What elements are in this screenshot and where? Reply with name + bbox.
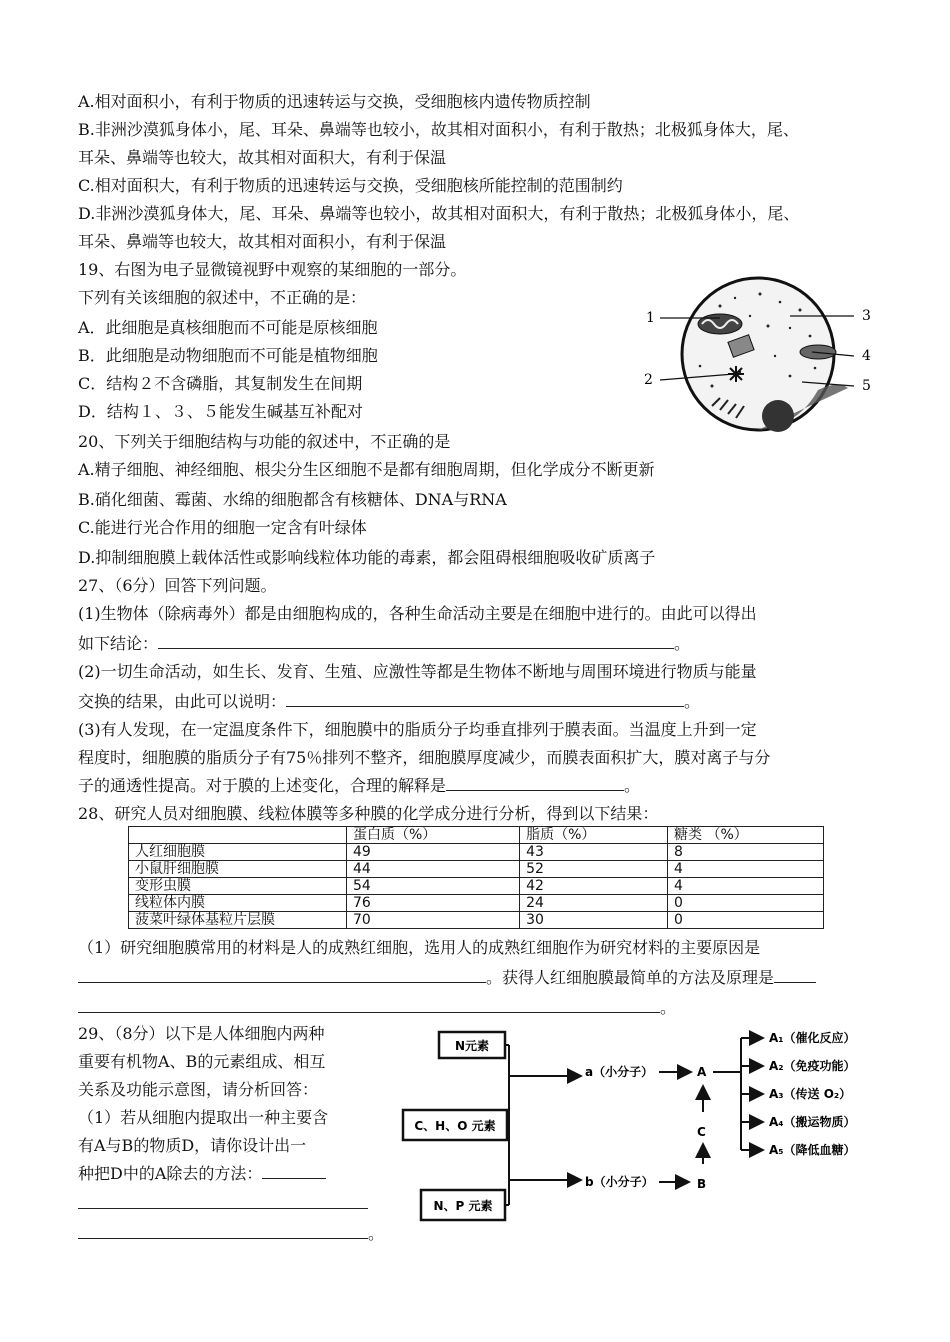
membrane-composition-table: [128, 826, 824, 929]
q27-period-1: 。: [674, 634, 691, 653]
q20-option-d: D.抑制细胞膜上载体活性或影响线粒体功能的毒素，都会阻碍根细胞吸收矿质离子: [78, 548, 656, 567]
q18-option-a: A.相对面积小，有利于物质的迅速转运与交换，受细胞核内遗传物质控制: [78, 92, 591, 111]
figure-label-3: 3: [862, 308, 871, 324]
n-element-label: N元素: [454, 1039, 490, 1053]
figure-label-2: 2: [644, 372, 653, 388]
organic-molecules-diagram: [395, 1024, 895, 1234]
table-cell: 30: [520, 912, 668, 929]
a-small-molecule-label: a（小分子）: [585, 1065, 654, 1079]
q20-stem: 20、下列关于细胞结构与功能的叙述中，不正确的是: [78, 432, 451, 451]
q28-part1-cont-2: [78, 994, 676, 1022]
table-row: [129, 878, 824, 895]
cho-element-label: C、H、O 元素: [414, 1119, 496, 1133]
table-cell: 43: [520, 844, 668, 861]
q28-part1-mid: 。获得人红细胞膜最简单的方法及原理是: [486, 968, 775, 987]
q27-part3-cont-2: [78, 772, 640, 800]
q18-option-b: B.非洲沙漠狐身体小，尾、耳朵、鼻端等也较小，故其相对面积小，有利于散热；北极狐身体大，尾、: [78, 120, 799, 139]
q19-option-a: A．此细胞是真核细胞而不可能是原核细胞: [78, 318, 378, 337]
q19-option-b: B．此细胞是动物细胞而不可能是植物细胞: [78, 346, 378, 365]
q28-answer-2[interactable]: [774, 964, 816, 983]
q29-period: 。: [368, 1224, 385, 1243]
q20-option-b: B.硝化细菌、霉菌、水绵的细胞都含有核糖体、DNA与RNA: [78, 490, 507, 509]
q29-part1-line-1: （1）若从细胞内提取出一种主要含: [78, 1108, 329, 1127]
table-cell: 4: [668, 878, 824, 895]
b-small-molecule-label: b（小分子）: [585, 1175, 654, 1189]
q28-period: 。: [660, 998, 677, 1017]
q19-stem: 19、右图为电子显微镜视野中观察的某细胞的一部分。: [78, 260, 467, 279]
q27-part1-cont: [78, 630, 690, 658]
q27-part3: (3)有人发现，在一定温度条件下，细胞膜中的脂质分子均垂直排列于膜表面。当温度上升到一定: [78, 720, 757, 739]
q18-option-b-cont: 耳朵、鼻端等也较大，故其相对面积大，有利于保温: [78, 148, 447, 167]
q28-part1: （1）研究细胞膜常用的材料是人的成熟红细胞，选用人的成熟红细胞作为研究材料的主要原因是: [78, 938, 761, 957]
q29-answer-1[interactable]: [262, 1160, 326, 1179]
node-a: A: [697, 1065, 707, 1079]
q27-period-2: 。: [684, 692, 701, 711]
figure-label-4: 4: [862, 348, 871, 364]
q19-option-d: D．结构１、３、５能发生碱基互补配对: [78, 402, 363, 421]
q27-answer-2[interactable]: [286, 688, 684, 707]
function-a2: A₂（免疫功能）: [769, 1059, 856, 1073]
q27-period-3: 。: [624, 776, 641, 795]
q29-stem-line-1: 29、（8分）以下是人体细胞内两种: [78, 1024, 325, 1043]
figure-label-5: 5: [862, 378, 871, 394]
q29-part1-line-3: [78, 1160, 326, 1188]
q19-option-c: C．结构２不含磷脂，其复制发生在间期: [78, 374, 363, 393]
table-cell: 54: [347, 878, 520, 895]
table-cell: 8: [668, 844, 824, 861]
q20-option-a: A.精子细胞、神经细胞、根尖分生区细胞不是都有细胞周期，但化学成分不断更新: [78, 460, 655, 479]
function-a1: A₁（催化反应）: [769, 1031, 856, 1045]
table-header-cell: 蛋白质（%）: [347, 827, 520, 844]
table-cell: 0: [668, 912, 824, 929]
q29-answer-line-3: [78, 1220, 384, 1248]
q27-answer-1[interactable]: [158, 630, 674, 649]
table-cell: 菠菜叶绿体基粒片层膜: [129, 912, 347, 929]
table-cell: 4: [668, 861, 824, 878]
q29-answer-line-2: [78, 1190, 368, 1218]
table-row: [129, 844, 824, 861]
q20-option-c: C.能进行光合作用的细胞一定含有叶绿体: [78, 518, 367, 537]
q27-answer-3[interactable]: [446, 772, 624, 791]
table-cell: 人红细胞膜: [129, 844, 347, 861]
table-header-cell: [129, 827, 347, 844]
table-row: [129, 912, 824, 929]
q19-stem-2: 下列有关该细胞的叙述中，不正确的是：: [78, 288, 367, 307]
q28-answer-2-cont[interactable]: [78, 994, 660, 1013]
q29-part1-line-2: 有A与B的物质D，请你设计出一: [78, 1136, 307, 1155]
q28-answer-1[interactable]: [78, 964, 486, 983]
q29-answer-1-cont-2[interactable]: [78, 1220, 368, 1239]
node-b: B: [697, 1177, 707, 1191]
table-cell: 70: [347, 912, 520, 929]
table-row: [129, 861, 824, 878]
q28-stem: 28、研究人员对细胞膜、线粒体膜等多种膜的化学成分进行分析，得到以下结果：: [78, 804, 659, 823]
q27-part2-cont: [78, 688, 700, 716]
table-cell: 线粒体内膜: [129, 895, 347, 912]
q27-part2-prefix: 交换的结果，由此可以说明：: [78, 692, 287, 711]
q29-stem-line-2: 重要有机物A、B的元素组成、相互: [78, 1052, 326, 1071]
table-row: [129, 895, 824, 912]
cell-micrograph-figure: [640, 276, 880, 436]
table-cell: 44: [347, 861, 520, 878]
q29-stem-line-3: 关系及功能示意图，请分析回答：: [78, 1080, 319, 1099]
q27-stem: 27、（6分）回答下列问题。: [78, 576, 277, 595]
node-c: C: [697, 1125, 706, 1139]
table-header-cell: 糖类 （%）: [668, 827, 824, 844]
q18-option-c: C.相对面积大，有利于物质的迅速转运与交换，受细胞核所能控制的范围制约: [78, 176, 623, 195]
q29-answer-1-cont[interactable]: [78, 1190, 368, 1209]
table-cell: 24: [520, 895, 668, 912]
q27-part2: (2)一切生命活动，如生长、发育、生殖、应激性等都是生物体不断地与周围环境进行物质与能量: [78, 662, 757, 681]
table-cell: 0: [668, 895, 824, 912]
table-cell: 小鼠肝细胞膜: [129, 861, 347, 878]
function-a4: A₄（搬运物质）: [769, 1115, 856, 1129]
q18-option-d: D.非洲沙漠狐身体大，尾、耳朵、鼻端等也较小，故其相对面积大，有利于散热；北极狐身体小，尾、: [78, 204, 800, 223]
table-cell: 变形虫膜: [129, 878, 347, 895]
table-cell: 42: [520, 878, 668, 895]
q27-part1-prefix: 如下结论：: [78, 634, 159, 653]
figure-label-1: 1: [646, 310, 655, 326]
q27-part3-prefix: 子的通透性提高。对于膜的上述变化，合理的解释是: [78, 776, 447, 795]
q18-option-d-cont: 耳朵、鼻端等也较大，故其相对面积小，有利于保温: [78, 232, 447, 251]
table-cell: 49: [347, 844, 520, 861]
q29-part1-prefix: 种把D中的A除去的方法：: [78, 1164, 263, 1183]
np-element-label: N、P 元素: [433, 1199, 493, 1213]
function-a5: A₅（降低血糖）: [769, 1143, 856, 1157]
q28-part1-cont: [78, 964, 816, 992]
table-header-cell: 脂质（%）: [520, 827, 668, 844]
q27-part3-cont: 程度时，细胞膜的脂质分子有75％排列不整齐，细胞膜厚度减少，而膜表面积扩大，膜对离子与分: [78, 748, 771, 767]
table-header-row: [129, 827, 824, 844]
table-cell: 52: [520, 861, 668, 878]
table-cell: 76: [347, 895, 520, 912]
function-a3: A₃（传送 O₂）: [769, 1087, 852, 1101]
q27-part1: (1)生物体（除病毒外）都是由细胞构成的，各种生命活动主要是在细胞中进行的。由此可以得出: [78, 604, 757, 623]
